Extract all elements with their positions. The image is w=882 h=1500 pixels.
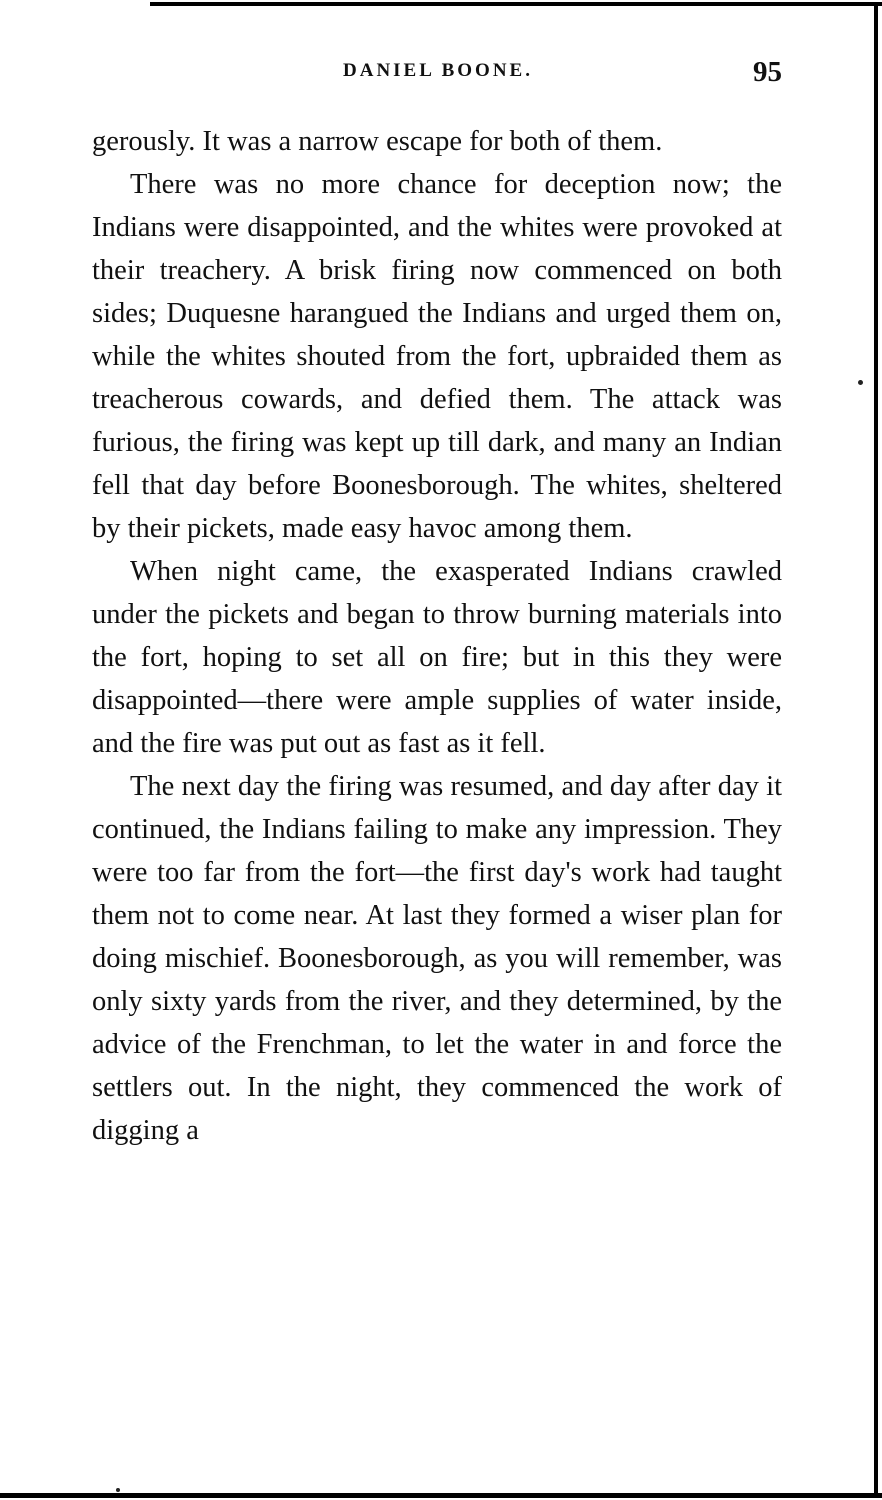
body-text [92,120,782,1152]
scan-speck [858,380,863,385]
bottom-border-rule [0,1493,882,1498]
top-border-gap [0,0,150,6]
page-header [90,56,786,92]
scan-speck [116,1488,120,1492]
paragraph-4: The next day the firing was resumed, and day after day it continued, the Indians failing to make any impression. They were too far from the fort—the first day's work had taught them not to come near. At last they formed a wiser plan for doing mischief. Boonesborough, as you will remember, was only sixty yards from the river, and they determined, by the advice of the Frenchman, to let the water in and force the settlers out. In the night, they commenced the work of digging a [92,771,782,1146]
running-head: DANIEL BOONE. [343,60,533,81]
page-number: 95 [753,56,782,88]
paragraph-2: There was no more chance for deception now; the Indians were disappointed, and the whites were provoked at their treachery. A brisk firing now commenced on both sides; Duquesne harangued the Indians and urged them on, while the whites shouted from the fort, upbraided them as treacherous cowards, and defied them. The attack was furious, the firing was kept up till dark, and many an Indian fell that day before Boonesborough. The whites, sheltered by their pickets, made easy havoc among them. [92,169,782,544]
paragraph-1: gerously. It was a narrow escape for both of them. [92,126,663,157]
right-border-rule [874,2,878,1494]
paragraph-3: When night came, the exasperated Indians crawled under the pickets and began to throw burning materials into the fort, hoping to set all on fire; but in this they were disappointed—there were ample supplies of water inside, and the fire was put out as fast as it fell. [92,556,782,759]
